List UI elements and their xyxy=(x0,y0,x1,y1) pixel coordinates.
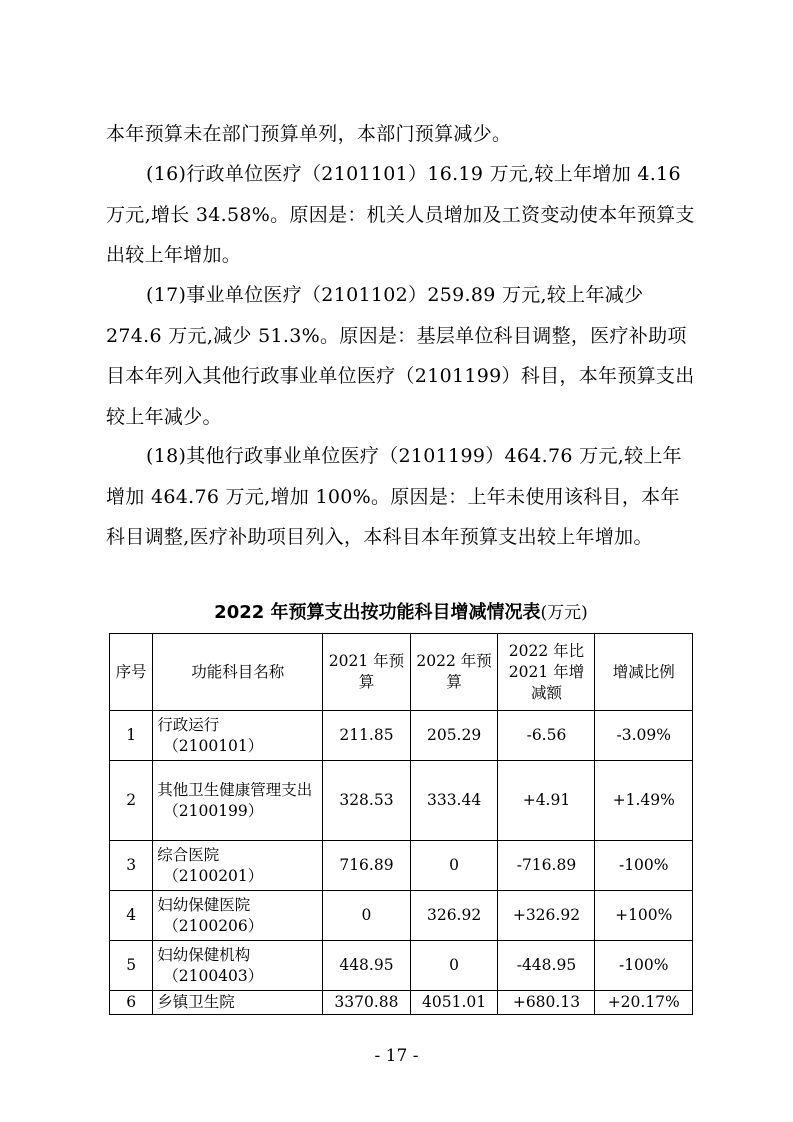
cell-no: 2 xyxy=(110,761,153,841)
cell-2022: 205.29 xyxy=(410,711,498,761)
table-title xyxy=(106,598,696,624)
cell-2021: 448.95 xyxy=(323,941,411,991)
table-title-text: 2022 年预算支出按功能科目增减情况表 xyxy=(214,602,541,623)
cell-no: 6 xyxy=(110,991,153,1015)
table-header-row xyxy=(110,634,693,711)
paragraph-item-18: (18)其他行政事业单位医疗（2101199）464.76 万元,较上年增加 464.76 万元,增加 100%。原因是：上年未使用该科目，本年科目调整,医疗补助项目列入，本科目本年预算支出较上年增加。 xyxy=(106,445,682,548)
cell-diff: -6.56 xyxy=(498,711,595,761)
cell-ratio: +1.49% xyxy=(595,761,693,841)
cell-name xyxy=(153,711,323,761)
cell-name xyxy=(153,991,323,1015)
cell-2022: 0 xyxy=(410,841,498,891)
cell-2022: 326.92 xyxy=(410,891,498,941)
header-name: 功能科目名称 xyxy=(153,634,323,711)
budget-change-table xyxy=(109,633,693,1015)
cell-ratio: -100% xyxy=(595,841,693,891)
table-unit: (万元) xyxy=(540,603,588,623)
cell-diff: -448.95 xyxy=(498,941,595,991)
cell-code: （2100199） xyxy=(163,801,264,820)
cell-no: 1 xyxy=(110,711,153,761)
cell-2021: 716.89 xyxy=(323,841,411,891)
cell-name xyxy=(153,891,323,941)
header-2021: 2021 年预算 xyxy=(323,634,411,711)
paragraph-item-17: (17)事业单位医疗（2101102）259.89 万元,较上年减少 274.6 万元,减少 51.3%。原因是：基层单位科目调整，医疗补助项目本年列入其他行政事业单位医疗（2101199）科目，本年预算支出较上年减少。 xyxy=(106,284,695,428)
cell-2022: 4051.01 xyxy=(410,991,498,1015)
cell-code: （2100206） xyxy=(163,916,264,935)
header-2022: 2022 年预算 xyxy=(410,634,498,711)
cell-diff: +4.91 xyxy=(498,761,595,841)
cell-no: 4 xyxy=(110,891,153,941)
cell-diff: -716.89 xyxy=(498,841,595,891)
cell-name-text: 其他卫生健康管理支出 xyxy=(157,780,313,799)
paragraph-item-16: (16)行政单位医疗（2101101）16.19 万元,较上年增加 4.16 万元,增长 34.58%。原因是：机关人员增加及工资变动使本年预算支出较上年增加。 xyxy=(106,163,695,266)
paragraph-continuation: 本年预算未在部门预算单列，本部门预算减少。 xyxy=(106,123,512,145)
cell-ratio: +20.17% xyxy=(595,991,693,1015)
cell-2021: 328.53 xyxy=(323,761,411,841)
cell-no: 3 xyxy=(110,841,153,891)
table-row xyxy=(110,761,693,841)
cell-name-text: 行政运行 xyxy=(157,715,220,734)
cell-diff: +326.92 xyxy=(498,891,595,941)
cell-code: （2100101） xyxy=(163,736,264,755)
cell-2022: 0 xyxy=(410,941,498,991)
page-number: - 17 - xyxy=(374,1046,419,1066)
cell-2021: 3370.88 xyxy=(323,991,411,1015)
cell-name-text: 乡镇卫生院 xyxy=(157,993,235,1011)
cell-name-text: 综合医院 xyxy=(157,845,220,864)
header-diff: 2022 年比 2021 年增减额 xyxy=(498,634,595,711)
cell-name xyxy=(153,941,323,991)
table-row xyxy=(110,841,693,891)
cell-name xyxy=(153,841,323,891)
cell-name-text: 妇幼保健机构 xyxy=(157,945,251,964)
cell-2022: 333.44 xyxy=(410,761,498,841)
table-row xyxy=(110,941,693,991)
cell-ratio: -3.09% xyxy=(595,711,693,761)
cell-2021: 0 xyxy=(323,891,411,941)
header-ratio: 增减比例 xyxy=(595,634,693,711)
table-row xyxy=(110,991,693,1015)
cell-name-text: 妇幼保健医院 xyxy=(157,895,251,914)
cell-ratio: +100% xyxy=(595,891,693,941)
cell-no: 5 xyxy=(110,941,153,991)
cell-ratio: -100% xyxy=(595,941,693,991)
cell-diff: +680.13 xyxy=(498,991,595,1015)
table-row xyxy=(110,891,693,941)
cell-name xyxy=(153,761,323,841)
cell-code: （2100403） xyxy=(163,966,264,985)
cell-code: （2100201） xyxy=(163,866,264,885)
table-row xyxy=(110,711,693,761)
header-no: 序号 xyxy=(110,634,153,711)
cell-2021: 211.85 xyxy=(323,711,411,761)
